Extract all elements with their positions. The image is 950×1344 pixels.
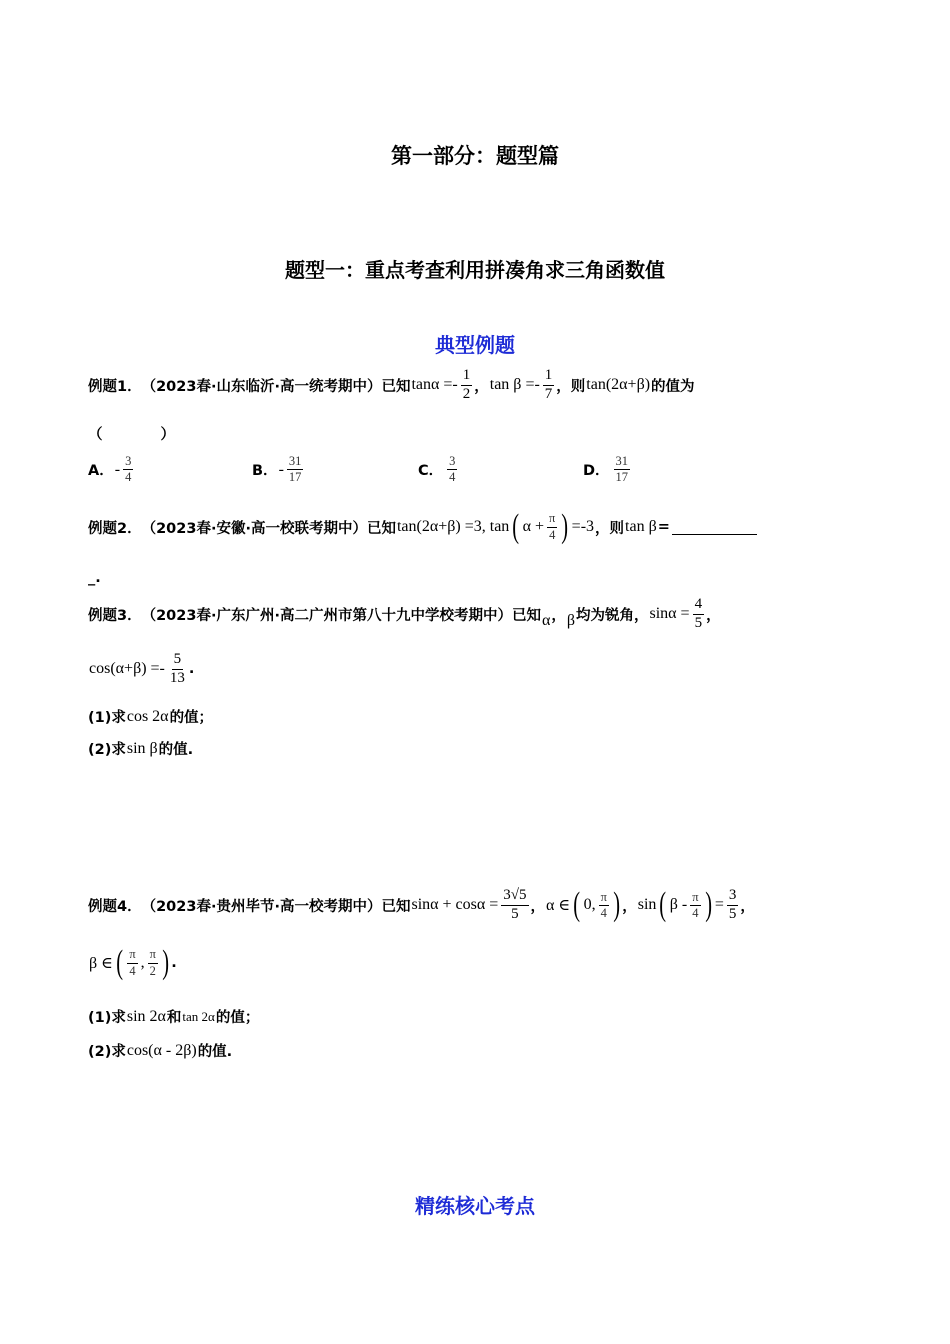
option-frac — [123, 455, 133, 484]
ex2-inner: α + — [522, 518, 545, 535]
option-label: C． — [418, 463, 444, 480]
num: 3 — [447, 455, 457, 470]
ex3-sin-frac — [693, 597, 705, 632]
ex4-q1-pre: (1)求 — [88, 1010, 126, 1026]
ex4-q2-pre: (2)求 — [88, 1044, 126, 1060]
left-paren-icon: ( — [116, 944, 124, 981]
ex3-cos-line — [88, 652, 194, 687]
num: π — [547, 512, 557, 527]
part-title: 第一部分：题型篇 — [391, 144, 559, 168]
ex4-pi4-frac — [599, 891, 609, 920]
ex4-sep3: ， — [740, 898, 755, 915]
den: 13 — [169, 669, 185, 686]
den: 7 — [544, 385, 553, 402]
num: 3 — [727, 888, 739, 906]
den: 5 — [694, 614, 703, 631]
ex4-alpha-in: α ∈ — [546, 897, 571, 915]
ex3-cos-frac — [168, 652, 187, 687]
ex3-sep: ， — [706, 607, 721, 624]
example-2-source: （2023春·安徽·高一校联考期中）已知 — [141, 520, 396, 537]
num: 31 — [614, 455, 631, 470]
ex1-cond1-frac — [461, 368, 473, 403]
ex3-q2 — [88, 738, 193, 759]
ex4-sep2: ， — [622, 898, 637, 915]
ex4-pi2-frac — [148, 948, 158, 977]
ex3-cos-lhs: cos(α+β) =- — [89, 660, 165, 678]
den: 4 — [549, 527, 556, 542]
den: 5 — [511, 905, 519, 922]
num: 3 — [123, 455, 133, 470]
ex4-q2 — [88, 1040, 232, 1061]
ex4-dot: . — [171, 955, 177, 971]
option-label: D． — [583, 463, 610, 480]
left-paren-icon: ( — [512, 508, 520, 545]
ex1-cond2-frac — [543, 368, 555, 403]
ex1-paren-line — [88, 423, 175, 444]
ex4-beta-in: β ∈ — [89, 955, 113, 972]
ex4-sin-pre: sin — [637, 896, 657, 914]
ex1-tail: 的值为 — [651, 378, 695, 395]
ex2-eq: = — [657, 519, 670, 535]
ex3-q2-post: 的值. — [158, 742, 194, 758]
ex4-q2-expr: cos(α - 2β) — [126, 1041, 197, 1059]
ex1-cond2-lhs: tan β =- — [489, 376, 540, 394]
ex4-35-frac — [727, 888, 739, 923]
den: 2 — [462, 385, 471, 402]
example-1-line — [88, 368, 695, 403]
ex2-expr1: tan(2α+β) =3, tan — [396, 518, 510, 535]
option-frac — [287, 455, 304, 484]
ex4-q1-e2: tan 2α — [182, 1008, 215, 1024]
example-4-label: 例题4． — [88, 898, 142, 915]
den: 4 — [600, 905, 607, 920]
num: 31 — [287, 455, 304, 470]
example-3-label: 例题3． — [88, 607, 142, 624]
example-2-label: 例题2． — [88, 520, 142, 537]
right-paren-icon: ) — [561, 508, 569, 545]
ex3-beta: β — [566, 612, 575, 630]
ex2-answer-blank[interactable] — [672, 520, 757, 535]
ex3-sin-lhs: sinα = — [649, 605, 690, 623]
ex1-option-d[interactable] — [583, 455, 632, 484]
option-label: B． — [252, 463, 278, 480]
ex3-q1 — [88, 706, 213, 727]
option-frac — [447, 455, 457, 484]
num: 4 — [693, 597, 705, 615]
example-2-line — [88, 510, 757, 544]
ex1-cond1-lhs: tanα =- — [411, 376, 458, 394]
ex4-sum-lhs: sinα + cosα = — [411, 896, 499, 914]
ex3-q2-pre: (2)求 — [88, 742, 126, 758]
num: 1 — [461, 368, 473, 386]
den: 4 — [449, 470, 456, 485]
ex1-sep1: ， — [474, 378, 489, 395]
ex4-eq: = — [714, 896, 724, 914]
den: 17 — [288, 470, 302, 485]
example-4-line — [88, 888, 755, 923]
example-3-source: （2023春·广东广州·高二广州市第八十九中学校考期中）已知 — [141, 607, 541, 624]
example-1-source: （2023春·山东临沂·高一统考期中）已知 — [141, 378, 411, 395]
ex1-option-a[interactable] — [88, 455, 135, 484]
ex4-pi4-frac-3 — [127, 948, 137, 977]
den: 2 — [149, 963, 156, 978]
ex4-sum-frac — [501, 888, 528, 923]
left-paren-icon: ( — [659, 886, 667, 924]
ex4-zero: 0, — [583, 896, 596, 914]
ex2-pi-frac — [547, 512, 557, 541]
right-paren-icon: ) — [613, 886, 620, 924]
type-title: 题型一：重点考查利用拼凑角求三角函数值 — [285, 258, 665, 282]
ex3-q1-post: 的值； — [169, 710, 214, 726]
practice-heading: 精练核心考点 — [415, 1194, 535, 1218]
den: 17 — [615, 470, 629, 485]
ex2-target: tan β — [625, 518, 657, 535]
ex3-acute: 均为锐角， — [576, 607, 649, 624]
option-frac — [614, 455, 631, 484]
ex1-option-b[interactable] — [252, 455, 305, 484]
ex3-q1-expr: cos 2α — [126, 707, 169, 725]
ex4-comma: , — [140, 954, 145, 971]
ex4-q1 — [88, 1006, 259, 1027]
right-paren-icon: ) — [162, 944, 169, 981]
ex3-q1-pre: (1)求 — [88, 710, 126, 726]
num: 3√5 — [501, 888, 528, 906]
ex2-rhs: =-3 — [571, 518, 595, 535]
ex4-q1-e1: sin 2α — [126, 1007, 166, 1025]
ex4-beta-line — [88, 946, 177, 980]
ex3-comma: ， — [551, 607, 566, 624]
example-4-source: （2023春·贵州毕节·高一校考期中）已知 — [141, 898, 411, 915]
example-1-label: 例题1． — [88, 378, 142, 395]
ex4-q1-post: 的值； — [215, 1010, 260, 1026]
den: 4 — [125, 470, 132, 485]
ex3-dot: . — [188, 661, 195, 678]
den: 4 — [692, 905, 699, 920]
num: π — [127, 948, 137, 963]
ex1-option-c[interactable] — [418, 455, 459, 484]
ex3-alpha: α — [541, 612, 551, 630]
ex2-end-line — [88, 570, 101, 586]
example-3-line — [88, 597, 721, 632]
ex4-sep1: ， — [530, 898, 546, 915]
examples-heading: 典型例题 — [435, 333, 515, 357]
num: π — [148, 948, 158, 963]
ex4-q1-and: 和 — [166, 1010, 182, 1026]
ex2-end: _. — [88, 570, 101, 586]
ex3-q2-expr: sin β — [126, 739, 158, 757]
den: 5 — [728, 905, 737, 922]
num: π — [690, 891, 700, 906]
num: 1 — [543, 368, 555, 386]
option-label: A． — [88, 463, 114, 480]
option-sign: - — [114, 460, 121, 478]
ex4-q2-post: 的值. — [197, 1044, 233, 1060]
ex4-pi4-frac-2 — [690, 891, 700, 920]
right-paren-icon: ) — [704, 886, 712, 924]
num: π — [599, 891, 609, 906]
den: 4 — [129, 963, 136, 978]
ex1-target: tan(2α+β) — [586, 376, 651, 394]
ex4-beta-minus: β - — [669, 896, 688, 914]
num: 5 — [172, 652, 184, 670]
left-paren-icon: ( — [573, 886, 581, 924]
ex1-paren: （ ） — [88, 427, 175, 443]
option-sign: - — [278, 460, 284, 478]
ex1-sep2: ，则 — [556, 378, 586, 395]
ex2-then: ，则 — [595, 520, 625, 537]
